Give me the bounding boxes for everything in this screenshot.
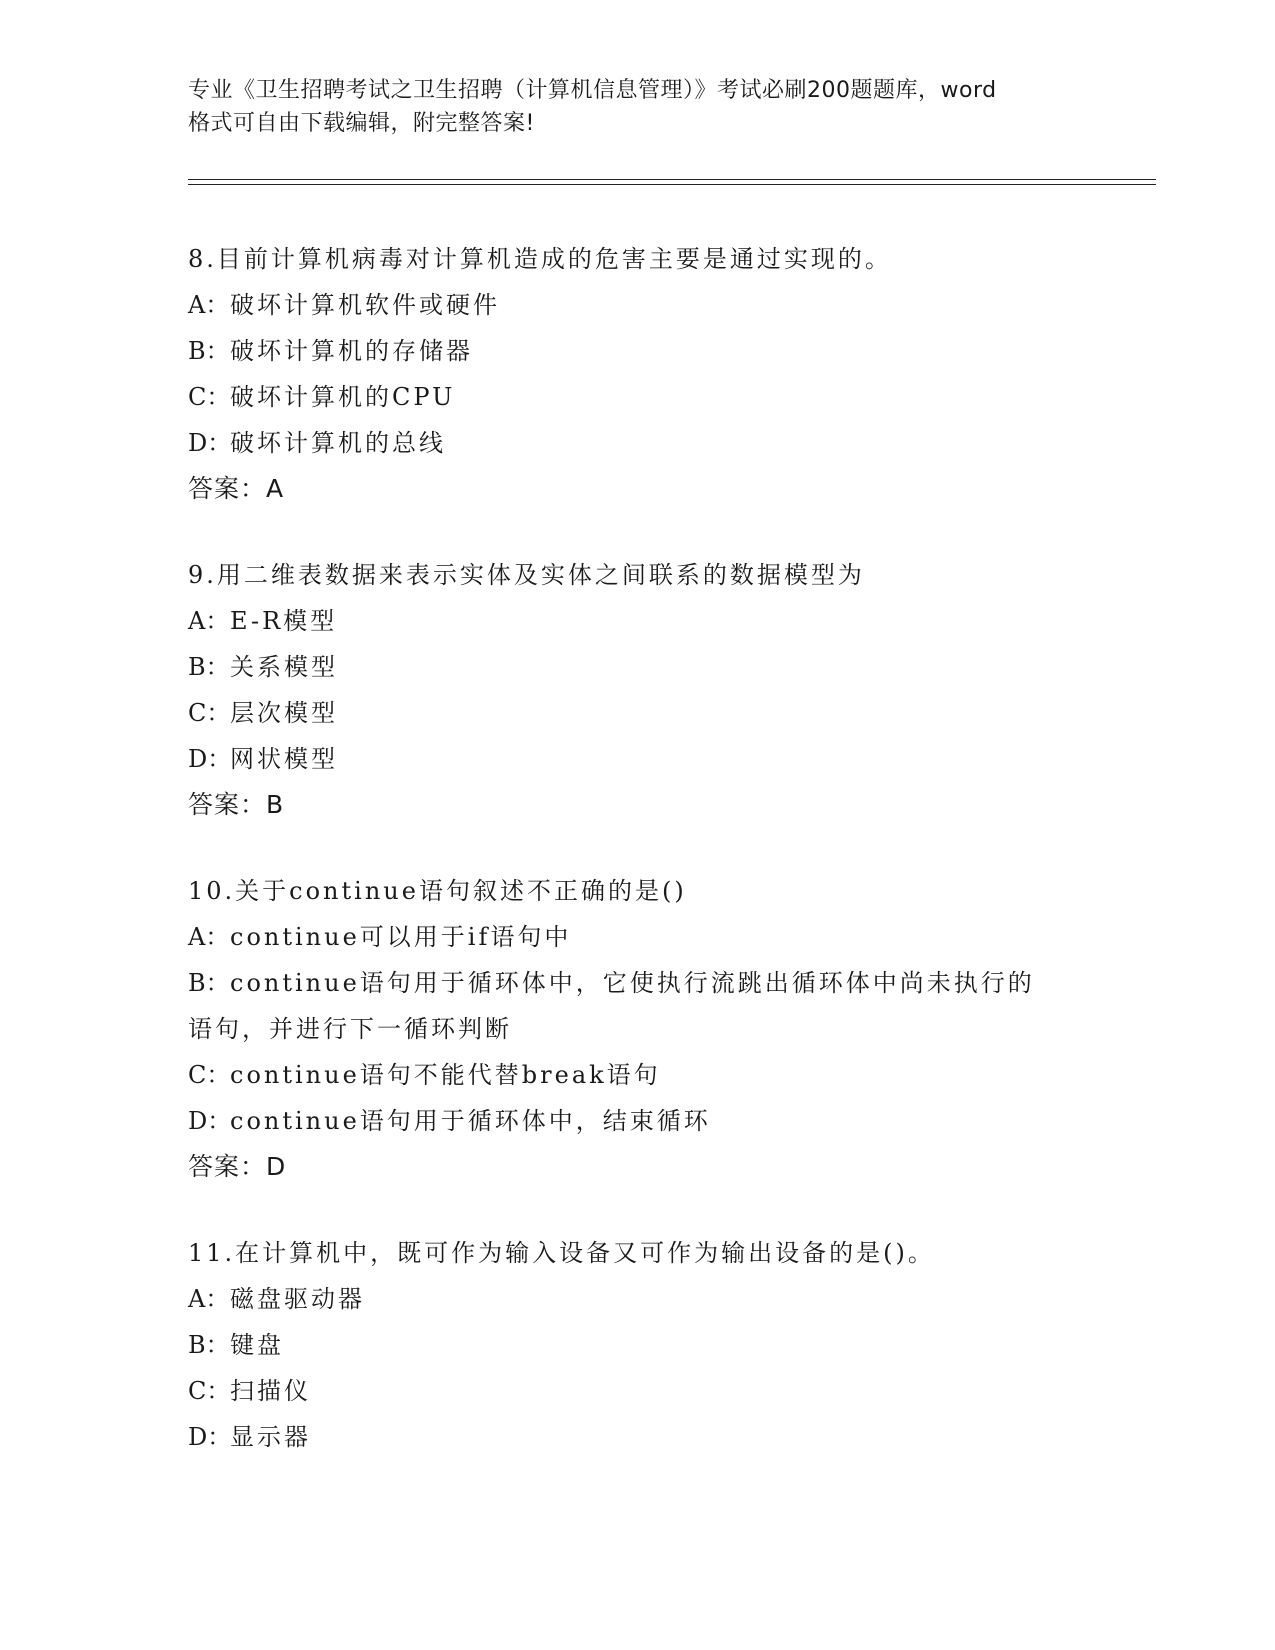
option-d	[188, 420, 1088, 466]
option-b	[188, 960, 1088, 1052]
option-d	[188, 1098, 1088, 1144]
option-text: 破坏计算机的CPU	[230, 383, 456, 411]
option-text: continue语句用于循环体中，结束循环	[230, 1107, 711, 1135]
option-key: D：	[188, 1107, 232, 1135]
option-text-continued: 语句，并进行下一循环判断	[188, 1015, 512, 1043]
option-text: 网状模型	[230, 745, 338, 773]
option-text: 层次模型	[230, 699, 338, 727]
option-text: 关系模型	[230, 653, 338, 681]
answer-label: 答案：A	[188, 474, 285, 503]
option-key: C：	[188, 1377, 231, 1405]
document-header	[188, 74, 1088, 140]
option-b	[188, 328, 1088, 374]
option-key: C：	[188, 383, 231, 411]
option-c	[188, 690, 1088, 736]
option-key: D：	[188, 429, 232, 457]
option-text: 显示器	[230, 1423, 311, 1451]
question-11	[188, 1230, 1088, 1460]
option-c	[188, 1052, 1088, 1098]
question-stem: 10.关于continue语句叙述不正确的是()	[188, 877, 687, 905]
option-text: 键盘	[230, 1331, 284, 1359]
option-a	[188, 914, 1088, 960]
option-key: A：	[188, 1285, 230, 1313]
question-10	[188, 868, 1088, 1190]
option-text: continue语句用于循环体中，它使执行流跳出循环体中尚未执行的	[230, 969, 1035, 997]
option-b	[188, 1322, 1088, 1368]
option-text: 破坏计算机的存储器	[230, 337, 473, 365]
question-8	[188, 236, 1088, 512]
option-key: A：	[188, 607, 230, 635]
option-text: 破坏计算机软件或硬件	[230, 291, 500, 319]
question-stem: 8.目前计算机病毒对计算机造成的危害主要是通过实现的。	[188, 245, 892, 273]
option-c	[188, 374, 1088, 420]
question-stem: 9.用二维表数据来表示实体及实体之间联系的数据模型为	[188, 561, 865, 589]
option-a	[188, 598, 1088, 644]
option-key: B：	[188, 969, 230, 997]
option-text: 扫描仪	[230, 1377, 311, 1405]
option-text: continue语句不能代替break语句	[230, 1061, 661, 1089]
question-stem: 11.在计算机中，既可作为输入设备又可作为输出设备的是()。	[188, 1239, 935, 1267]
option-c	[188, 1368, 1088, 1414]
question-list	[188, 236, 1088, 1500]
option-key: C：	[188, 1061, 231, 1089]
header-divider-bottom	[188, 184, 1156, 185]
option-key: D：	[188, 745, 232, 773]
option-text: E-R模型	[230, 607, 338, 635]
option-key: C：	[188, 699, 231, 727]
option-a	[188, 282, 1088, 328]
option-key: D：	[188, 1423, 232, 1451]
option-text: 磁盘驱动器	[230, 1285, 365, 1313]
question-9	[188, 552, 1088, 828]
header-line-1: 专业《卫生招聘考试之卫生招聘（计算机信息管理）》考试必刷200题题库，word	[188, 78, 997, 103]
option-text: continue可以用于if语句中	[230, 923, 572, 951]
option-key: B：	[188, 337, 230, 365]
header-line-2: 格式可自由下载编辑，附完整答案!	[188, 111, 535, 136]
option-key: B：	[188, 653, 230, 681]
option-d	[188, 736, 1088, 782]
option-a	[188, 1276, 1088, 1322]
answer-label: 答案：B	[188, 790, 285, 819]
option-key: B：	[188, 1331, 230, 1359]
option-d	[188, 1414, 1088, 1460]
answer-label: 答案：D	[188, 1152, 287, 1181]
header-divider-top	[188, 179, 1156, 180]
option-key: A：	[188, 291, 230, 319]
option-b	[188, 644, 1088, 690]
option-text: 破坏计算机的总线	[230, 429, 446, 457]
option-key: A：	[188, 923, 230, 951]
